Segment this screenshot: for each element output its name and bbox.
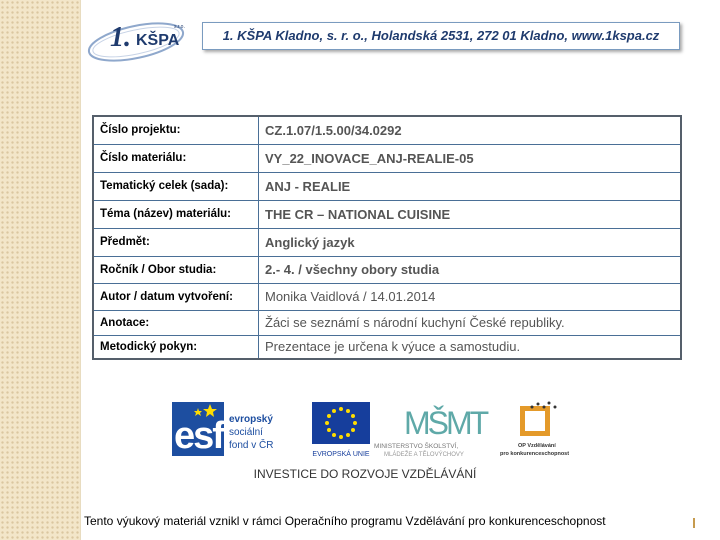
logo-name: KŠPA — [136, 32, 180, 49]
row-value: THE CR – NATIONAL CUISINE — [259, 200, 682, 228]
esf-line-3: fond v ČR — [229, 440, 274, 451]
row-label: Autor / datum vytvoření: — [93, 283, 259, 310]
logo-small-text: s.r.o. — [174, 24, 185, 30]
row-label: Tematický celek (sada): — [93, 172, 259, 200]
row-value: Žáci se seznámí s národní kuchyní České republiky. — [259, 310, 682, 335]
table-row — [93, 256, 681, 283]
row-label: Předmět: — [93, 228, 259, 256]
msmt-line-2: MLÁDEŽE A TĚLOVÝCHOVY — [384, 452, 464, 458]
msmt-line-1: MINISTERSTVO ŠKOLSTVÍ, — [374, 443, 459, 450]
esf-line-2: sociální — [229, 427, 263, 438]
footer-text: Tento výukový materiál vznikl v rámci Operačního programu Vzdělávání pro konkurenceschopnost — [84, 514, 606, 528]
msmt-mark-icon: MŠMT — [404, 405, 487, 441]
table-row — [93, 172, 681, 200]
header-box — [202, 22, 680, 50]
table-row — [93, 310, 681, 335]
esf-line-1: evropský — [229, 414, 273, 425]
row-label: Metodický pokyn: — [93, 335, 259, 359]
logo-number: 1. — [110, 22, 131, 53]
eu-label: EVROPSKÁ UNIE — [312, 451, 370, 458]
row-label: Ročník / Obor studia: — [93, 256, 259, 283]
table-row — [93, 144, 681, 172]
stripe-edge — [80, 0, 81, 540]
row-value: Prezentace je určena k výuce a samostudiu. — [259, 335, 682, 359]
slide-marker — [693, 518, 695, 528]
row-value: ANJ - REALIE — [259, 172, 682, 200]
op-logo — [500, 402, 569, 458]
row-label: Číslo projektu: — [93, 116, 259, 144]
row-label: Číslo materiálu: — [93, 144, 259, 172]
decorative-side-stripe — [0, 0, 80, 540]
row-label: Anotace: — [93, 310, 259, 335]
invest-text: INVESTICE DO ROZVOJE VZDĚLÁVÁNÍ — [253, 467, 477, 481]
header-text: 1. KŠPA Kladno, s. r. o., Holandská 2531, 272 01 Kladno, www.1kspa.cz — [222, 28, 660, 43]
table-row — [93, 283, 681, 310]
row-value: VY_22_INOVACE_ANJ-REALIE-05 — [259, 144, 682, 172]
table-row — [93, 228, 681, 256]
esf-logo — [172, 402, 273, 457]
row-value: 2.- 4. / všechny obory studia — [259, 256, 682, 283]
msmt-logo — [374, 405, 489, 458]
esf-letters: esf — [174, 415, 223, 457]
table-row — [93, 335, 681, 359]
op-line-2: pro konkurenceschopnost — [500, 451, 570, 457]
row-value: CZ.1.07/1.5.00/34.0292 — [259, 116, 682, 144]
eu-logo — [312, 402, 370, 458]
row-label: Téma (název) materiálu: — [93, 200, 259, 228]
table-row — [93, 116, 681, 144]
project-info-table — [92, 115, 682, 360]
funding-logos — [170, 398, 590, 488]
row-value: Anglický jazyk — [259, 228, 682, 256]
kspa-logo — [84, 8, 202, 70]
row-value: Monika Vaidlová / 14.01.2014 — [259, 283, 682, 310]
op-line-1: OP Vzdělávání — [518, 443, 556, 449]
table-row — [93, 200, 681, 228]
